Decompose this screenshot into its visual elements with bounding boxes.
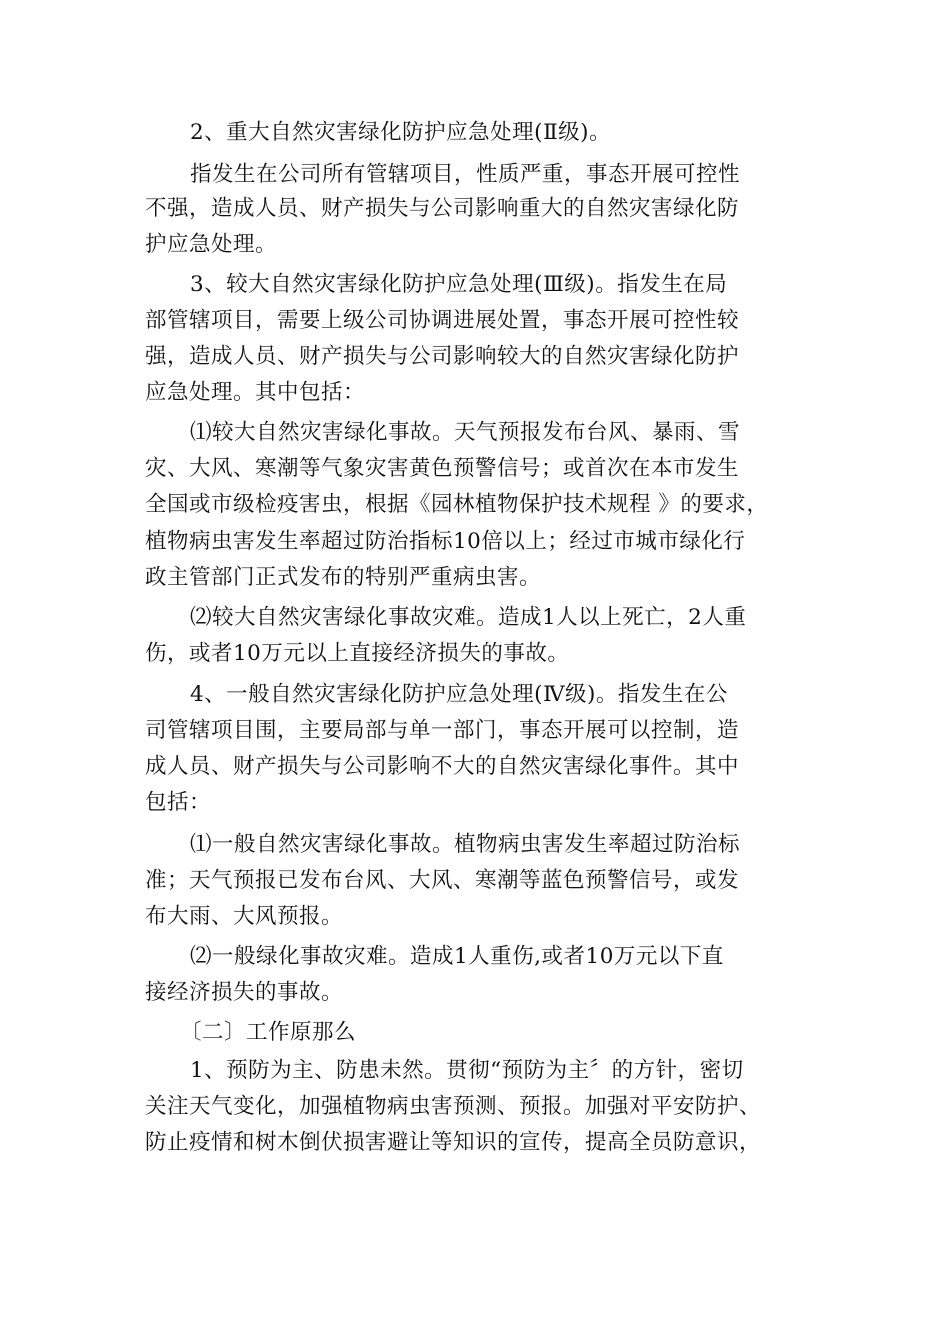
- list-item-line: ⑴一般自然灾害绿化事故。植物病虫害发生率超过防治标: [190, 832, 741, 857]
- paragraph-line: 指发生在公司所有管辖项目，性质严重，事态开展可控性: [190, 162, 741, 187]
- paragraph-line: 全国或市级检疫害虫，根据《园林植物保护技术规程 》的要求，: [145, 492, 769, 517]
- list-item-line: ⑵一般绿化事故灾难。造成1人重伤,或者10万元以下直: [190, 944, 724, 969]
- paragraph-line: 政主管部门正式发布的特别严重病虫害。: [145, 565, 542, 590]
- heading-level-2: 2、重大自然灾害绿化防护应急处理(Ⅱ级)。: [190, 120, 612, 145]
- paragraph-line: 护应急处理。: [145, 232, 278, 257]
- paragraph-line: 不强，造成人员、财产损失与公司影响重大的自然灾害绿化防: [145, 196, 740, 221]
- paragraph-line: 植物病虫害发生率超过防治指标10倍以上；经过市城市绿化行: [145, 529, 746, 554]
- heading-level-3: 3、较大自然灾害绿化防护应急处理(Ⅲ级)。指发生在局: [190, 272, 728, 297]
- paragraph-line: 部管辖项目，需要上级公司协调进展处置，事态开展可控性较: [145, 308, 740, 333]
- section-heading: 〔二〕工作原那么: [180, 1020, 357, 1045]
- paragraph-line: 1、预防为主、防患未然。贯彻“预防为主〞的方针，密切: [190, 1058, 744, 1083]
- paragraph-line: 伤，或者10万元以上直接经济损失的事故。: [145, 641, 570, 666]
- paragraph-line: 准；天气预报已发布台风、大风、寒潮等蓝色预警信号，或发: [145, 868, 740, 893]
- paragraph-line: 司管辖项目围，主要局部与单一部门，事态开展可以控制，造: [145, 718, 740, 743]
- paragraph-line: 关注天气变化，加强植物病虫害预测、预报。加强对平安防护、: [145, 1094, 762, 1119]
- paragraph-line: 接经济损失的事故。: [145, 980, 344, 1005]
- list-item-line: ⑴较大自然灾害绿化事故。天气预报发布台风、暴雨、雪: [190, 420, 741, 445]
- heading-level-4: 4、一般自然灾害绿化防护应急处理(Ⅳ级)。指发生在公: [190, 682, 728, 707]
- paragraph-line: 强，造成人员、财产损失与公司影响较大的自然灾害绿化防护: [145, 344, 740, 369]
- list-item-line: ⑵较大自然灾害绿化事故灾难。造成1人以上死亡，2人重: [190, 605, 747, 630]
- paragraph-line: 布大雨、大风预报。: [145, 904, 344, 929]
- paragraph-line: 包括：: [145, 790, 212, 815]
- paragraph-line: 成人员、财产损失与公司影响不大的自然灾害绿化事件。其中: [145, 754, 740, 779]
- paragraph-line: 应急处理。其中包括：: [145, 380, 366, 405]
- paragraph-line: 灾、大风、寒潮等气象灾害黄色预警信号；或首次在本市发生: [145, 456, 740, 481]
- paragraph-line: 防止疫情和树木倒伏损害避让等知识的宣传，提高全员防意识，: [145, 1130, 762, 1155]
